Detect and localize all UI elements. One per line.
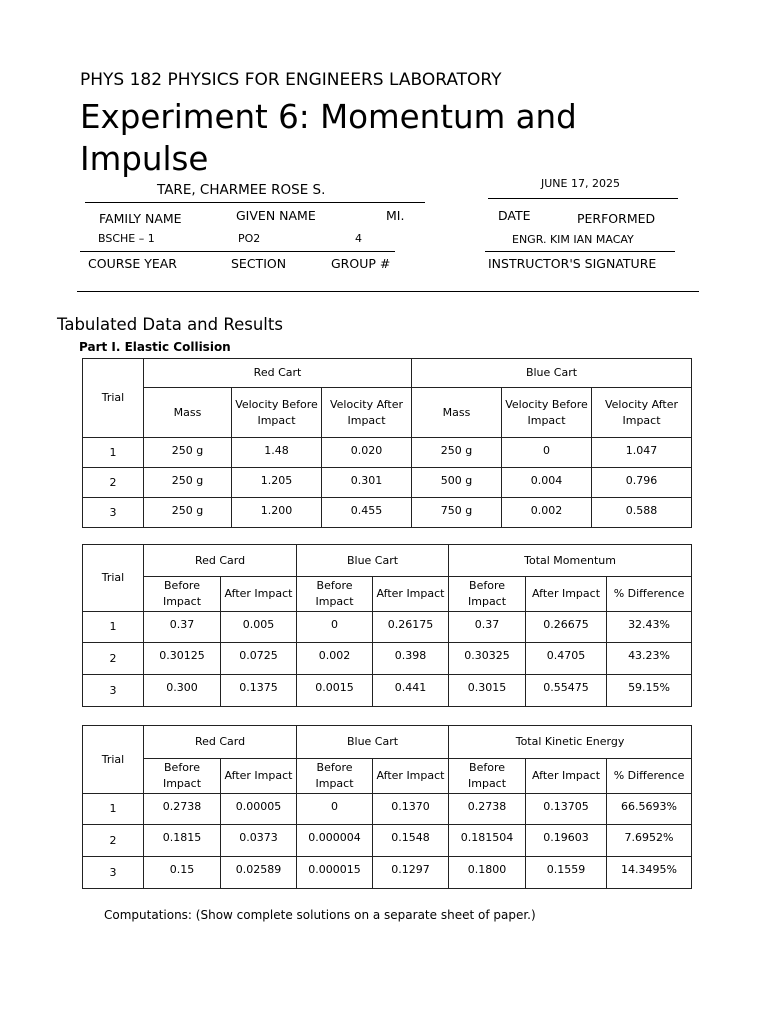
- table-cell: 0.181504: [449, 825, 526, 857]
- trial-cell: 3: [83, 675, 144, 707]
- percent-difference-header: % Difference: [607, 759, 692, 794]
- table-cell: 0.2738: [449, 794, 526, 825]
- table-row: [83, 675, 692, 707]
- table-cell: 0.37: [449, 612, 526, 643]
- table-cell: 250 g: [412, 438, 502, 468]
- course-underline: [80, 251, 395, 252]
- table-cell: 0.588: [592, 498, 692, 528]
- table-cell: 500 g: [412, 468, 502, 498]
- blue-cart-header: Blue Cart: [297, 726, 449, 759]
- table-cell: 0.796: [592, 468, 692, 498]
- table-cell: 0.000004: [297, 825, 373, 857]
- name-underline: [85, 202, 425, 203]
- table-cell: 0.455: [322, 498, 412, 528]
- before-impact-header: Before Impact: [144, 759, 221, 794]
- table-row: [83, 643, 692, 675]
- table-cell: 0.2738: [144, 794, 221, 825]
- after-impact-header: After Impact: [373, 759, 449, 794]
- table-cell: 250 g: [144, 498, 232, 528]
- table-cell: 0.15: [144, 857, 221, 889]
- table-cell: 750 g: [412, 498, 502, 528]
- blue-velocity-after-header: Velocity After Impact: [592, 388, 692, 438]
- group-value: 4: [355, 232, 362, 245]
- table-cell: 0.004: [502, 468, 592, 498]
- table-cell: 0: [297, 612, 373, 643]
- table-cell: 0.02589: [221, 857, 297, 889]
- red-mass-header: Mass: [144, 388, 232, 438]
- table-cell: 0: [297, 794, 373, 825]
- table-row: [83, 438, 692, 468]
- table-cell: 0.441: [373, 675, 449, 707]
- table-cell: 0.002: [502, 498, 592, 528]
- trial-cell: 1: [83, 794, 144, 825]
- table-cell: 0.3015: [449, 675, 526, 707]
- trial-header: Trial: [83, 359, 144, 438]
- table-cell: 0.13705: [526, 794, 607, 825]
- table-cell: 0.0373: [221, 825, 297, 857]
- given-name-label: GIVEN NAME: [236, 208, 316, 223]
- blue-cart-header: Blue Cart: [412, 359, 692, 388]
- table-cell: 0.4705: [526, 643, 607, 675]
- table-cell: 250 g: [144, 438, 232, 468]
- table-cell: 0.1800: [449, 857, 526, 889]
- table-cell: 0.398: [373, 643, 449, 675]
- group-label: GROUP #: [331, 256, 391, 271]
- elastic-collision-table: [82, 358, 692, 528]
- red-card-header: Red Card: [144, 726, 297, 759]
- blue-mass-header: Mass: [412, 388, 502, 438]
- table-cell: 1.205: [232, 468, 322, 498]
- instructor-underline: [485, 251, 675, 252]
- trial-header: Trial: [83, 726, 144, 794]
- momentum-table: [82, 544, 692, 707]
- table-cell: 0.1370: [373, 794, 449, 825]
- table-cell: 1.48: [232, 438, 322, 468]
- table-cell: 1.200: [232, 498, 322, 528]
- table-cell: 32.43%: [607, 612, 692, 643]
- table-cell: 0.55475: [526, 675, 607, 707]
- red-cart-header: Red Cart: [144, 359, 412, 388]
- table-cell: 0.1297: [373, 857, 449, 889]
- trial-header: Trial: [83, 545, 144, 612]
- table-cell: 0.1559: [526, 857, 607, 889]
- table-cell: 0.002: [297, 643, 373, 675]
- kinetic-energy-table: [82, 725, 692, 889]
- course-title: PHYS 182 PHYSICS FOR ENGINEERS LABORATORY: [80, 70, 502, 90]
- table-cell: 250 g: [144, 468, 232, 498]
- after-impact-header: After Impact: [221, 759, 297, 794]
- trial-cell: 2: [83, 643, 144, 675]
- table-cell: 0.26675: [526, 612, 607, 643]
- table-cell: 0.005: [221, 612, 297, 643]
- table-cell: 59.15%: [607, 675, 692, 707]
- trial-cell: 2: [83, 825, 144, 857]
- table-cell: 0.1375: [221, 675, 297, 707]
- table-row: [83, 794, 692, 825]
- table-row: [83, 857, 692, 889]
- table-cell: 0.19603: [526, 825, 607, 857]
- course-year-label: COURSE YEAR: [88, 256, 177, 271]
- blue-cart-header: Blue Cart: [297, 545, 449, 577]
- blue-velocity-before-header: Velocity Before Impact: [502, 388, 592, 438]
- mi-label: MI.: [386, 208, 405, 223]
- trial-cell: 1: [83, 438, 144, 468]
- after-impact-header: After Impact: [373, 577, 449, 612]
- table-cell: 0.1548: [373, 825, 449, 857]
- table-cell: 0.30325: [449, 643, 526, 675]
- table-cell: 43.23%: [607, 643, 692, 675]
- table-cell: 0.0015: [297, 675, 373, 707]
- before-impact-header: Before Impact: [449, 577, 526, 612]
- header-divider: [77, 291, 699, 292]
- date-value: JUNE 17, 2025: [541, 177, 620, 190]
- date-underline: [488, 198, 678, 199]
- table-cell: 0.1815: [144, 825, 221, 857]
- table-cell: 7.6952%: [607, 825, 692, 857]
- trial-cell: 1: [83, 612, 144, 643]
- table-row: [83, 825, 692, 857]
- before-impact-header: Before Impact: [297, 759, 373, 794]
- table-cell: 0.37: [144, 612, 221, 643]
- table-cell: 0.26175: [373, 612, 449, 643]
- table-row: [83, 498, 692, 528]
- performed-label: PERFORMED: [577, 211, 656, 226]
- family-name-label: FAMILY NAME: [99, 211, 182, 226]
- trial-cell: 3: [83, 857, 144, 889]
- before-impact-header: Before Impact: [144, 577, 221, 612]
- red-card-header: Red Card: [144, 545, 297, 577]
- table-cell: 0: [502, 438, 592, 468]
- table-cell: 1.047: [592, 438, 692, 468]
- date-label: DATE: [498, 208, 531, 223]
- instructor-signature-label: INSTRUCTOR'S SIGNATURE: [488, 256, 657, 271]
- part-heading: Part I. Elastic Collision: [79, 340, 231, 354]
- section-value: PO2: [238, 232, 261, 245]
- trial-cell: 2: [83, 468, 144, 498]
- after-impact-header: After Impact: [526, 759, 607, 794]
- table-cell: 0.000015: [297, 857, 373, 889]
- total-kinetic-energy-header: Total Kinetic Energy: [449, 726, 692, 759]
- table-cell: 0.0725: [221, 643, 297, 675]
- student-name-value: TARE, CHARMEE ROSE S.: [157, 182, 326, 198]
- table-row: [83, 468, 692, 498]
- red-velocity-before-header: Velocity Before Impact: [232, 388, 322, 438]
- before-impact-header: Before Impact: [449, 759, 526, 794]
- table-cell: 66.5693%: [607, 794, 692, 825]
- percent-difference-header: % Difference: [607, 577, 692, 612]
- table-row: [83, 612, 692, 643]
- trial-cell: 3: [83, 498, 144, 528]
- computations-note: Computations: (Show complete solutions on a separate sheet of paper.): [104, 908, 536, 922]
- before-impact-header: Before Impact: [297, 577, 373, 612]
- table-cell: 0.30125: [144, 643, 221, 675]
- section-heading: Tabulated Data and Results: [57, 315, 283, 334]
- experiment-title: Experiment 6: Momentum and Impulse: [80, 98, 577, 178]
- table-cell: 0.00005: [221, 794, 297, 825]
- after-impact-header: After Impact: [526, 577, 607, 612]
- course-year-value: BSCHE – 1: [98, 232, 155, 245]
- section-label: SECTION: [231, 256, 287, 271]
- table-cell: 0.020: [322, 438, 412, 468]
- table-cell: 0.300: [144, 675, 221, 707]
- table-cell: 14.3495%: [607, 857, 692, 889]
- red-velocity-after-header: Velocity After Impact: [322, 388, 412, 438]
- total-momentum-header: Total Momentum: [449, 545, 692, 577]
- instructor-value: ENGR. KIM IAN MACAY: [512, 233, 634, 246]
- table-cell: 0.301: [322, 468, 412, 498]
- after-impact-header: After Impact: [221, 577, 297, 612]
